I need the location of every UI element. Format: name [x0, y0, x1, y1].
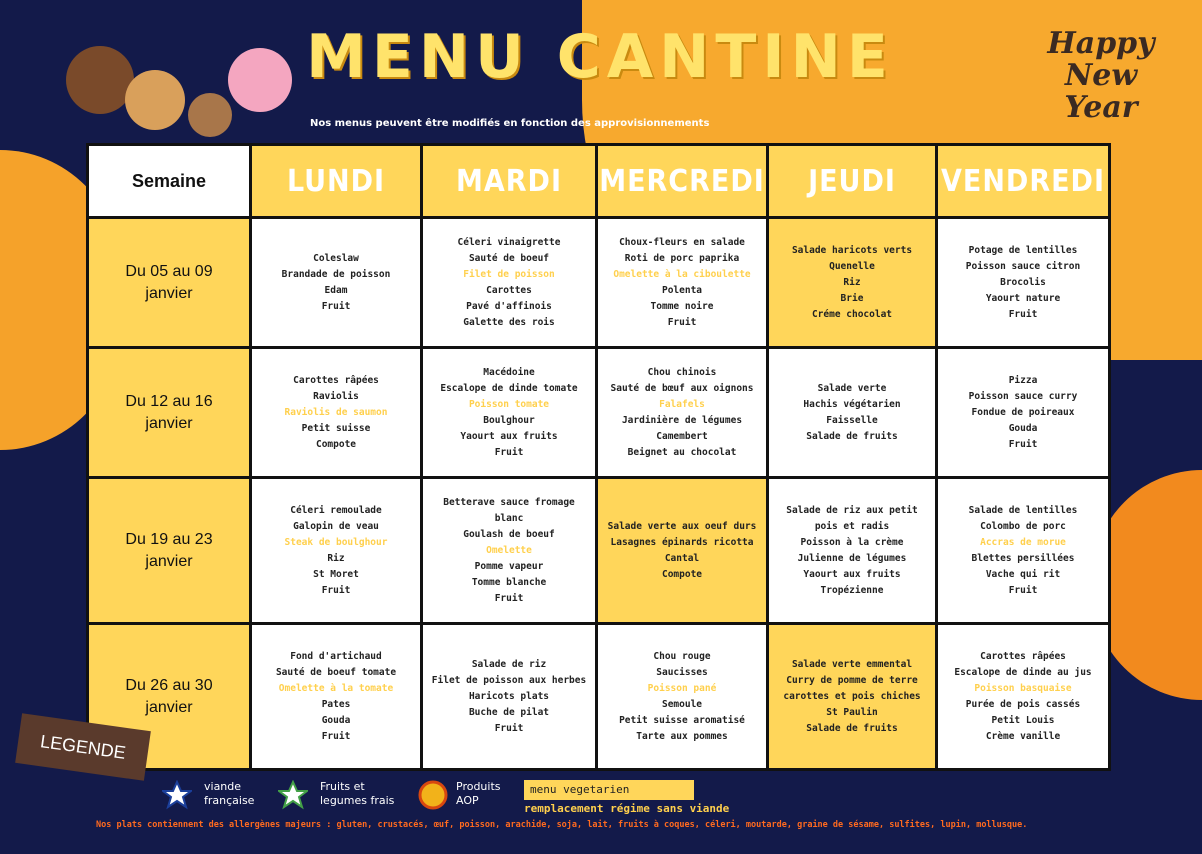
- dish: Fruit: [494, 722, 524, 734]
- dish: Semoule: [661, 698, 703, 710]
- dish: Fruit: [1008, 438, 1038, 450]
- week-label-line2: janvier: [145, 414, 193, 432]
- dish: Brandade de poisson: [281, 268, 391, 280]
- cat-icon: [188, 93, 232, 137]
- dish: Céleri remoulade: [290, 504, 382, 516]
- dish: Fondue de poireaux: [971, 406, 1075, 418]
- legend-viande-line2: française: [204, 794, 255, 807]
- dish: Buche de pilat: [468, 706, 550, 718]
- legend-aop-line2: AOP: [456, 794, 479, 807]
- legend-viande: [204, 780, 254, 808]
- dish: Gouda: [1008, 422, 1038, 434]
- dish: Salade de lentilles: [968, 504, 1078, 516]
- legend-fruits-line1: Fruits et: [320, 780, 365, 793]
- menu-cell: [768, 218, 937, 348]
- menu-cell: [768, 348, 937, 478]
- dish: Tropézienne: [820, 584, 884, 596]
- menu-cell: [597, 218, 768, 348]
- vegetarian-dish: Filet de poisson: [463, 268, 555, 280]
- legend-replacement: remplacement régime sans viande: [524, 802, 730, 815]
- dish: Faisselle: [826, 414, 878, 426]
- dish: Roti de porc paprika: [624, 252, 740, 264]
- day-header-mercredi: MERCREDI: [597, 145, 768, 218]
- dish: Salade de riz: [471, 658, 547, 670]
- dish: Carottes râpées: [980, 650, 1066, 662]
- dish: Fruit: [321, 730, 351, 742]
- menu-cell: [251, 478, 422, 624]
- menu-cell: [422, 348, 597, 478]
- week-row: [88, 218, 1110, 348]
- vegetarian-dish: Falafels: [659, 398, 705, 410]
- week-label-line1: Du 19 au 23: [125, 530, 213, 548]
- menu-cell: [597, 478, 768, 624]
- week-label-line1: Du 12 au 16: [125, 392, 213, 410]
- legend-fruits: [320, 780, 394, 808]
- vegetarian-dish: Steak de boulghour: [284, 536, 388, 548]
- menu-table: [86, 143, 1111, 771]
- vegetarian-dish: Accras de morue: [980, 536, 1066, 548]
- legend-fruits-line2: legumes frais: [320, 794, 395, 807]
- menu-cell: [251, 624, 422, 770]
- dish: Lasagnes épinards ricotta: [610, 536, 754, 548]
- dish: Brocolis: [1000, 276, 1046, 288]
- dish: Fruit: [494, 592, 524, 604]
- vegetarian-dish: Poisson basquaise: [974, 682, 1072, 694]
- dish: Riz: [327, 552, 345, 564]
- week-row: [88, 478, 1110, 624]
- legend-viande-line1: viande: [204, 780, 242, 793]
- dish: Poisson sauce citron: [965, 260, 1081, 272]
- dish: Compote: [661, 568, 703, 580]
- dish: Goulash de boeuf: [463, 528, 555, 540]
- fruits-legumes-icon: [278, 780, 308, 810]
- dish: Sauté de boeuf: [468, 252, 550, 264]
- day-header-vendredi: VENDREDI: [937, 145, 1110, 218]
- dish: Chou chinois: [647, 366, 717, 378]
- viande-francaise-icon: [162, 780, 192, 810]
- menu-cell: [422, 478, 597, 624]
- dish: Salade verte aux oeuf durs: [607, 520, 757, 532]
- page-title: MENU CANTINE: [306, 22, 894, 92]
- dish: Cantal: [664, 552, 700, 564]
- dish: Quenelle: [829, 260, 875, 272]
- dish: carottes et pois chiches: [783, 690, 921, 702]
- dish: Edam: [324, 284, 348, 296]
- pig-icon: [228, 48, 292, 112]
- week-label: [88, 348, 251, 478]
- week-label-line1: Du 26 au 30: [125, 676, 213, 694]
- dish: Compote: [315, 438, 357, 450]
- week-label-line1: Du 05 au 09: [125, 262, 213, 280]
- dish: Salade haricots verts: [791, 244, 913, 256]
- dish: Saucisses: [656, 666, 708, 678]
- dish: Salade de fruits: [806, 722, 898, 734]
- dish: Coleslaw: [313, 252, 359, 264]
- dish: Polenta: [661, 284, 703, 296]
- dish: Créme chocolat: [811, 308, 893, 320]
- menu-cell: [251, 348, 422, 478]
- week-label: [88, 218, 251, 348]
- menu-cell: [937, 624, 1110, 770]
- bear-icon: [66, 46, 134, 114]
- menu-cell: [768, 478, 937, 624]
- dog-icon: [125, 70, 185, 130]
- dish: Pomme vapeur: [474, 560, 544, 572]
- dish: Macédoine: [483, 366, 535, 378]
- dish: St Paulin: [826, 706, 878, 718]
- dish: Salade verte: [817, 382, 887, 394]
- menu-cell: [768, 624, 937, 770]
- dish: Purée de pois cassés: [965, 698, 1081, 710]
- dish: Julienne de légumes: [797, 552, 907, 564]
- dish: Fruit: [494, 446, 524, 458]
- menu-cell: [937, 348, 1110, 478]
- dish: Gouda: [321, 714, 351, 726]
- menu-cell: [597, 348, 768, 478]
- dish: Potage de lentilles: [968, 244, 1078, 256]
- dish: Fruit: [321, 300, 351, 312]
- dish: Filet de poisson aux herbes: [431, 674, 587, 686]
- party-animals-illustration: [60, 20, 300, 150]
- dish: Pizza: [1008, 374, 1038, 386]
- week-label: [88, 478, 251, 624]
- dish: Colombo de porc: [980, 520, 1066, 532]
- day-header-jeudi: JEUDI: [768, 145, 937, 218]
- week-row: [88, 348, 1110, 478]
- dish: Pates: [321, 698, 351, 710]
- vegetarian-dish: Omelette: [486, 544, 532, 556]
- dish: Tomme noire: [650, 300, 714, 312]
- dish: Blettes persillées: [971, 552, 1075, 564]
- dish: Chou rouge: [653, 650, 711, 662]
- dish: Fond d'artichaud: [290, 650, 382, 662]
- day-header-mardi: MARDI: [422, 145, 597, 218]
- dish: Riz: [843, 276, 861, 288]
- dish: Petit suisse: [301, 422, 371, 434]
- allergens-notice: Nos plats contiennent des allergènes majeurs : gluten, crustacés, œuf, poisson, arachide, soja, lait, fruits à coques, céleri, moutarde, graine de sésame, sulfites, lupin, mollusque.: [96, 820, 1028, 830]
- dish: Vache qui rit: [985, 568, 1061, 580]
- dish: Escalope de dinde au jus: [954, 666, 1092, 678]
- dish: Hachis végétarien: [803, 398, 901, 410]
- dish: Galopin de veau: [293, 520, 379, 532]
- page-subtitle: Nos menus peuvent être modifiés en fonction des approvisionnements: [310, 118, 710, 129]
- dish: Sauté de bœuf aux oignons: [610, 382, 754, 394]
- dish: Fruit: [1008, 584, 1038, 596]
- dish: Choux-fleurs en salade: [619, 236, 745, 248]
- dish: Fruit: [667, 316, 697, 328]
- happy-new-year-logo: [1026, 28, 1176, 124]
- dish: blanc: [494, 512, 524, 524]
- dish: Salade de fruits: [806, 430, 898, 442]
- menu-cell: [251, 218, 422, 348]
- happy-text: Happy: [1047, 26, 1155, 61]
- vegetarian-dish: Poisson pané: [647, 682, 717, 694]
- dish: Carottes râpées: [293, 374, 379, 386]
- dish: Yaourt aux fruits: [803, 568, 901, 580]
- aop-icon: [418, 780, 448, 810]
- dish: Carottes: [486, 284, 532, 296]
- dish: Petit suisse aromatisé: [619, 714, 745, 726]
- dish: Curry de pomme de terre: [786, 674, 918, 686]
- dish: Beignet au chocolat: [627, 446, 737, 458]
- dish: Boulghour: [483, 414, 535, 426]
- legend-vegetarian: menu vegetarien: [524, 780, 694, 800]
- dish: Sauté de boeuf tomate: [275, 666, 397, 678]
- dish: Pavé d'affinois: [466, 300, 552, 312]
- dish: Fruit: [321, 584, 351, 596]
- legend-aop: [456, 780, 501, 808]
- dish: Tarte aux pommes: [636, 730, 728, 742]
- menu-header-row: [88, 145, 1110, 218]
- dish: Yaourt aux fruits: [460, 430, 558, 442]
- dish: Poisson sauce curry: [968, 390, 1078, 402]
- menu-cell: [937, 218, 1110, 348]
- dish: Galette des rois: [463, 316, 555, 328]
- vegetarian-dish: Omelette à la ciboulette: [613, 268, 751, 280]
- menu-cell: [422, 624, 597, 770]
- vegetarian-dish: Poisson tomate: [468, 398, 550, 410]
- day-header-lundi: LUNDI: [251, 145, 422, 218]
- legend-aop-line1: Produits: [456, 780, 501, 793]
- dish: Yaourt nature: [985, 292, 1061, 304]
- dish: pois et radis: [814, 520, 890, 532]
- week-label-line2: janvier: [145, 552, 193, 570]
- dish: Salade verte emmental: [791, 658, 913, 670]
- menu-cell: [597, 624, 768, 770]
- menu-cell: [937, 478, 1110, 624]
- vegetarian-dish: Raviolis de saumon: [284, 406, 388, 418]
- week-label-line2: janvier: [145, 284, 193, 302]
- week-label-line2: janvier: [145, 698, 193, 716]
- legend-sign: LEGENDE: [15, 713, 151, 781]
- dish: Crème vanille: [985, 730, 1061, 742]
- dish: Tomme blanche: [471, 576, 547, 588]
- dish: Poisson à la crème: [800, 536, 904, 548]
- week-row: [88, 624, 1110, 770]
- dish: Haricots plats: [468, 690, 550, 702]
- dish: Brie: [840, 292, 864, 304]
- dish: Raviolis: [313, 390, 359, 402]
- menu-body: [88, 218, 1110, 770]
- dish: Salade de riz aux petit: [786, 504, 918, 516]
- menu-cell: [422, 218, 597, 348]
- dish: Betterave sauce fromage: [443, 496, 575, 508]
- vegetarian-dish: Omelette à la tomate: [278, 682, 394, 694]
- dish: St Moret: [313, 568, 359, 580]
- dish: Jardinière de légumes: [621, 414, 743, 426]
- dish: Fruit: [1008, 308, 1038, 320]
- week-column-header: Semaine: [88, 145, 251, 218]
- dish: Escalope de dinde tomate: [440, 382, 578, 394]
- new-year-text: New Year: [1064, 58, 1138, 125]
- dish: Céleri vinaigrette: [457, 236, 561, 248]
- dish: Camembert: [656, 430, 708, 442]
- dish: Petit Louis: [991, 714, 1055, 726]
